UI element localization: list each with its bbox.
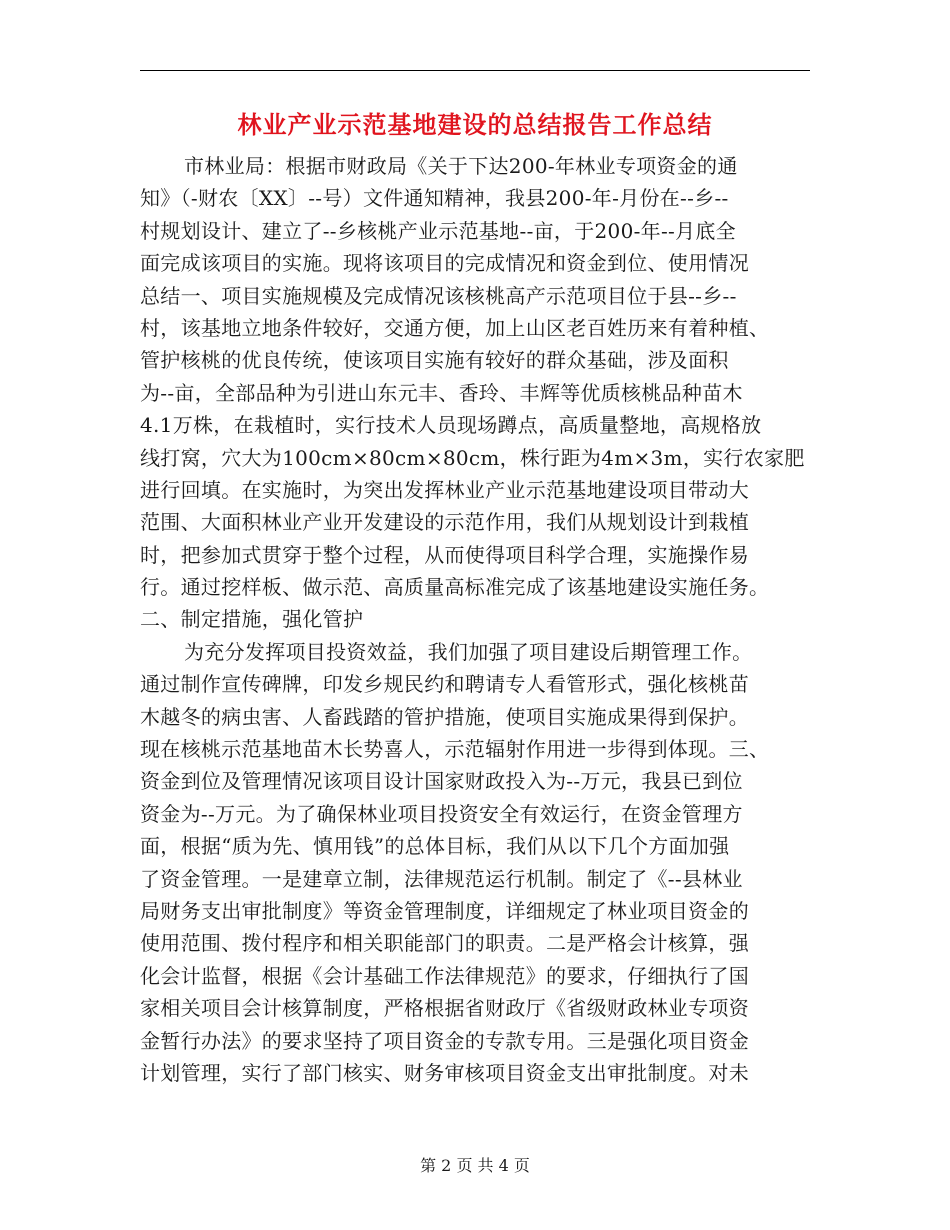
body-line: 村规划设计、建立了--乡核桃产业示范基地--亩，于200-年--月底全 [140, 218, 736, 243]
body-line: 二、制定措施，强化管护 [140, 607, 364, 632]
body-line: 现在核桃示范基地苗木长势喜人，示范辐射作用进一步得到体现。三、 [140, 737, 770, 762]
body-line: 金暂行办法》的要求坚持了项目资金的专款专用。三是强化项目资金 [140, 1028, 749, 1053]
body-line: 面完成该项目的实施。现将该项目的完成情况和资金到位、使用情况 [140, 251, 749, 276]
body-line: 化会计监督，根据《会计基础工作法律规范》的要求，仔细执行了国 [140, 963, 749, 988]
body-line: 市林业局：根据市财政局《关于下达200-年林业专项资金的通 [184, 154, 738, 178]
body-line: 使用范围、拨付程序和相关职能部门的职责。二是严格会计核算，强 [140, 931, 749, 956]
page-footer [0, 1155, 950, 1177]
body-line: 局财务支出审批制度》等资金管理制度，详细规定了林业项目资金的 [140, 898, 749, 923]
page-number-label: 第 2 页 共 4 页 [420, 1156, 530, 1175]
body-line: 行。通过挖样板、做示范、高质量高标准完成了该基地建设实施任务。 [140, 575, 770, 600]
body-line: 计划管理，实行了部门核实、财务审核项目资金支出审批制度。对未 [140, 1060, 749, 1085]
body-line: 了资金管理。一是建章立制，法律规范运行机制。制定了《--县林业 [140, 866, 743, 891]
body-line: 木越冬的病虫害、人畜践踏的管护措施，使项目实施成果得到保护。 [140, 704, 749, 729]
body-line: 为--亩，全部品种为引进山东元丰、香玲、丰辉等优质核桃品种苗木 [140, 380, 743, 405]
body-line: 村，该基地立地条件较好，交通方便，加上山区老百姓历来有着种植、 [140, 315, 770, 340]
header-rule [140, 70, 810, 71]
body-line: 家相关项目会计核算制度，严格根据省财政厅《省级财政林业专项资 [140, 996, 749, 1021]
body-line: 管护核桃的优良传统，使该项目实施有较好的群众基础，涉及面积 [140, 348, 729, 373]
body-line: 范围、大面积林业产业开发建设的示范作用，我们从规划设计到栽植 [140, 510, 749, 535]
document-title: 林业产业示范基地建设的总结报告工作总结 [237, 110, 713, 139]
body-line: 通过制作宣传碑牌，印发乡规民约和聘请专人看管形式，强化核桃苗 [140, 672, 749, 697]
body-line: 总结一、项目实施规模及完成情况该核桃高产示范项目位于县--乡-- [140, 283, 737, 308]
body-line: 面，根据“质为先、慎用钱”的总体目标，我们从以下几个方面加强 [140, 834, 730, 859]
body-line: 时，把参加式贯穿于整个过程，从而使得项目科学合理，实施操作易 [140, 542, 749, 567]
body-line: 线打窝，穴大为100cm×80cm×80cm，株行距为4m×3m，实行农家肥 [140, 445, 805, 470]
body-line: 资金到位及管理情况该项目设计国家财政投入为--万元，我县已到位 [140, 769, 743, 794]
body-line: 知》（-财农〔XX〕--号）文件通知精神，我县200-年-月份在--乡-- [140, 186, 729, 211]
document-body [140, 150, 810, 1089]
body-line: 进行回填。在实施时，为突出发挥林业产业示范基地建设项目带动大 [140, 477, 749, 502]
body-line: 资金为--万元。为了确保林业项目投资安全有效运行，在资金管理方 [140, 801, 743, 826]
body-line: 4.1万株，在栽植时，实行技术人员现场蹲点，高质量整地，高规格放 [140, 413, 762, 438]
body-line: 为充分发挥项目投资效益，我们加强了项目建设后期管理工作。 [184, 639, 753, 664]
